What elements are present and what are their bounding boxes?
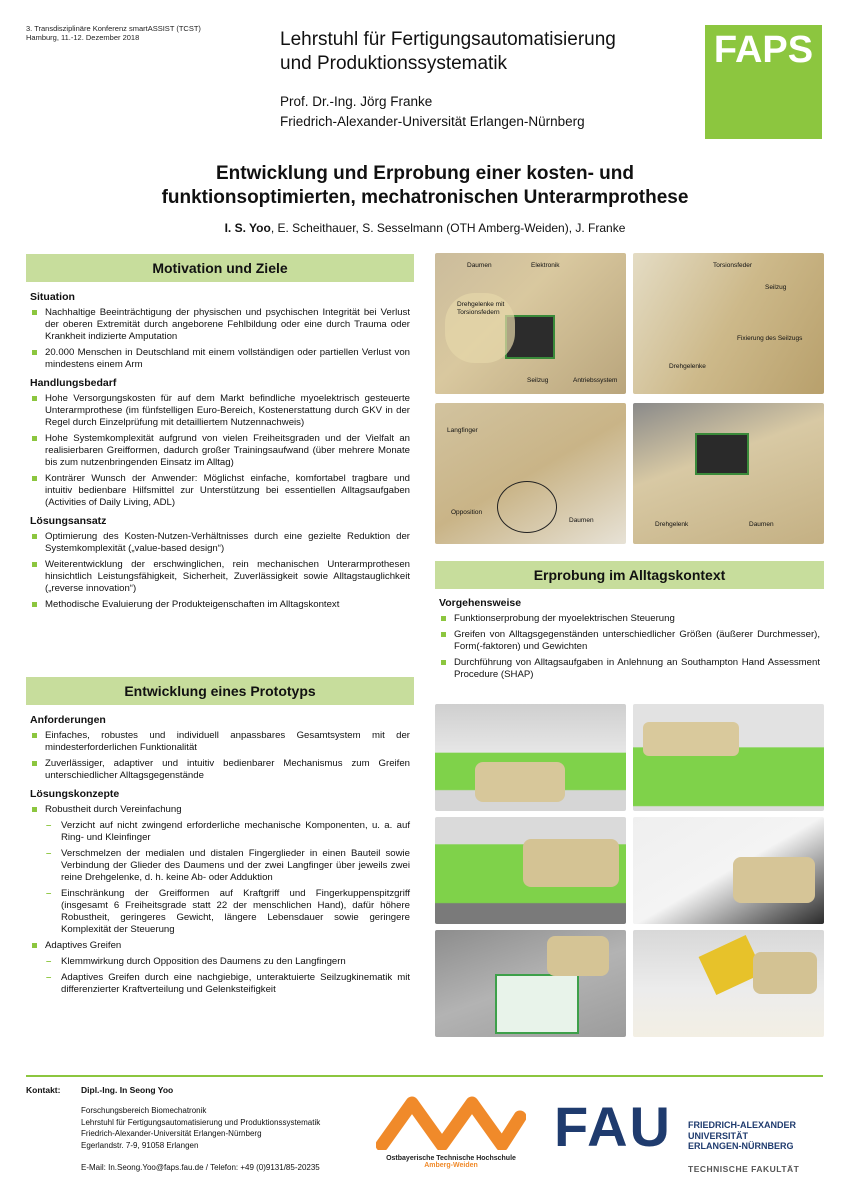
sub-list-item: – Klemmwirkung durch Opposition des Daumens zu den Langfingern <box>30 956 410 968</box>
fau-name-line: FRIEDRICH-ALEXANDER <box>688 1120 796 1130</box>
label-seilzug-2: Seilzug <box>765 284 787 291</box>
professor-name: Prof. Dr.-Ing. Jörg Franke <box>280 94 433 109</box>
oth-location: Amberg-Weiden <box>424 1162 478 1169</box>
list-item: Durchführung von Alltagsaufgaben in Anlehnung an Southampton Hand Assessment Procedure (SHAP) <box>439 657 820 681</box>
label-fixierung: Fixierung des Seilzugs <box>737 335 803 342</box>
label-torsionsfeder: Torsionsfeder <box>713 262 753 269</box>
contact-line: Forschungsbereich Biomechatronik <box>81 1106 207 1115</box>
sub-list-item: – Einschränkung der Greifformen auf Kraftgriff und Fingerkuppenspitzgriff (insgesamt 6 Freiheitsgrade statt 22 der menschlichen Hand), dafür höhere Robustheit, geringeres Gewicht, längere Lebensdauer sowie geringere Komplexität der Steuerung <box>30 888 410 936</box>
subheading-handlungsbedarf: Handlungsbedarf <box>30 377 117 389</box>
list-item: Hohe Versorgungskosten für auf dem Markt befindliche myoelektrisch gesteuerte Unterarmprothese (im fünfstelligen Euro-Bereich, Kostenerstattung durch GKV in der Regel durch Einzelprüfung mit detailliertem Nutzennachweis) <box>30 393 410 429</box>
photo-prosthesis-opposition <box>435 403 626 544</box>
left-column <box>26 254 414 615</box>
sub-list-item: – Adaptives Greifen durch eine nachgiebige, unteraktuierte Seilzugkinematik mit differenzierter Kraftverteilung und Gelenksteifigkeit <box>30 972 410 996</box>
list-item: Robustheit durch Vereinfachung <box>30 804 410 816</box>
conference-info <box>26 24 201 42</box>
contact-address <box>81 1105 320 1151</box>
label-elektronik: Elektronik <box>531 262 560 269</box>
photo-test-pen <box>633 704 824 811</box>
photo-test-pouring <box>633 930 824 1037</box>
list-item: Konträrer Wunsch der Anwender: Möglichst einfache, komfortabel tragbare und intuitiv bedienbare Hilfsmittel zur Unterstützung bei essentiellen Alltagsaufgaben (Activities of Daily Living, ADL) <box>30 473 410 509</box>
fau-name-line: ERLANGEN-NÜRNBERG <box>688 1141 794 1151</box>
subheading-loesungskonzepte: Lösungskonzepte <box>30 788 120 800</box>
subheading-loesungsansatz: Lösungsansatz <box>30 515 107 527</box>
list-item: Nachhaltige Beeinträchtigung der physischen und psychischen Integrität bei Verlust der oberen Extremität durch angeborene Fehlbildung oder eine durch Trauma oder Krankheit indizierte Amputation <box>30 307 410 343</box>
subheading-vorgehensweise: Vorgehensweise <box>439 597 522 609</box>
label-daumen-2: Daumen <box>569 517 594 524</box>
photo-test-tissues <box>435 930 626 1037</box>
label-langfinger: Langfinger <box>447 427 478 434</box>
first-author: I. S. Yoo <box>224 221 271 235</box>
subheading-anforderungen: Anforderungen <box>30 714 106 726</box>
photo-prosthesis-side-view <box>633 403 824 544</box>
label-opposition: Opposition <box>451 509 483 516</box>
fau-faculty: TECHNISCHE FAKULTÄT <box>688 1164 800 1174</box>
prosthesis-shape <box>643 722 739 756</box>
faps-logo <box>705 25 822 139</box>
list-item: Optimierung des Kosten-Nutzen-Verhältnisses durch eine gezielte Reduktion der Systemkomplexität („value-based design“) <box>30 531 410 555</box>
loesung-list <box>30 531 410 611</box>
photo-prosthesis-top-view <box>435 253 626 394</box>
university-name: Friedrich-Alexander-Universität Erlangen-Nürnberg <box>280 114 585 129</box>
professor-block <box>280 92 585 132</box>
label-drehgelenke-2: Drehgelenke <box>669 363 706 370</box>
sub-list-item: – Verschmelzen der medialen und distalen Fingerglieder in einen Bauteil sowie Verbindung der Glieder des Daumens und der zwei Langfinger über jeweils zwei reine Drehgelenke, d. h. keine Ab- oder Adduktion <box>30 848 410 884</box>
prosthesis-shape <box>547 936 609 976</box>
contact-email-link[interactable]: E-Mail: In.Seong.Yoo@faps.fau.de / Telefon: +49 (0)9131/85-20235 <box>81 1163 320 1172</box>
list-item: Einfaches, robustes und individuell anpassbares Gesamtsystem mit der mindesterforderlichen Funktionalität <box>30 730 410 754</box>
title-line-1: Entwicklung und Erprobung einer kosten- und <box>216 163 634 184</box>
contact-label: Kontakt: <box>26 1085 61 1095</box>
prosthesis-shape <box>733 857 815 903</box>
label-torsionsfedern: Torsionsfedern <box>457 309 500 316</box>
chair-line-1: Lehrstuhl für Fertigungsautomatisierung <box>280 29 616 50</box>
list-item: Funktionserprobung der myoelektrischen Steuerung <box>439 613 820 625</box>
prosthesis-shape <box>475 762 565 802</box>
list-item: Greifen von Alltagsgegenständen unterschiedlicher Größen (äußerer Durchmesser), Form(-faktoren) und Gewichten <box>439 629 820 653</box>
fau-name <box>688 1120 796 1152</box>
footer-divider <box>26 1075 823 1077</box>
conference-name: 3. Transdisziplinäre Konferenz smartASSIST (TCST) <box>26 24 201 33</box>
fau-logo: FAU <box>554 1095 672 1158</box>
prosthesis-shape <box>753 952 817 994</box>
photo-test-notebook <box>633 817 824 924</box>
konzepte-list <box>30 804 410 996</box>
list-item: Adaptives Greifen <box>30 940 410 952</box>
prosthesis-shape <box>523 839 619 887</box>
title-line-2: funktionsoptimierten, mechatronischen Unterarmprothese <box>161 187 689 208</box>
erprobung-list <box>439 613 820 681</box>
label-daumen: Daumen <box>467 262 492 269</box>
list-item: Zuverlässiger, adaptiver und intuitiv bedienbarer Mechanismus zum Greifen unterschiedlicher Alltagsgegenstände <box>30 758 410 782</box>
label-drehgelenke: Drehgelenke mit <box>457 301 505 308</box>
photo-prosthesis-fingers <box>633 253 824 394</box>
electronics-board-2 <box>695 433 749 475</box>
oth-logo-icon <box>376 1095 526 1150</box>
tissue-box <box>495 974 579 1034</box>
label-drehgelenk: Drehgelenk <box>655 521 689 528</box>
conference-date: Hamburg, 11.-12. Dezember 2018 <box>26 33 140 42</box>
handlung-list <box>30 393 410 509</box>
list-item: Methodische Evaluierung der Produkteigenschaften im Alltagskontext <box>30 599 410 611</box>
photo-test-can <box>435 704 626 811</box>
opposition-circle <box>497 481 557 533</box>
chair-line-2: und Produktionssystematik <box>280 53 508 74</box>
sub-list-item: – Verzicht auf nicht zwingend erforderliche mechanische Komponenten, u. a. auf Ring- und Kleinfinger <box>30 820 410 844</box>
section-heading-prototyp: Entwicklung eines Prototyps <box>26 677 414 705</box>
contact-line: Egerlandstr. 7-9, 91058 Erlangen <box>81 1140 199 1150</box>
label-seilzug: Seilzug <box>527 377 549 384</box>
erprobung-column <box>435 561 824 685</box>
label-daumen-3: Daumen <box>749 521 774 528</box>
photo-test-writing <box>435 817 626 924</box>
label-antriebssystem: Antriebssystem <box>573 377 618 384</box>
list-item: 20.000 Menschen in Deutschland mit einem vollständigen oder partiellen Verlust von mindestens einem Arm <box>30 347 410 371</box>
chair-name <box>280 28 616 76</box>
section-heading-erprobung: Erprobung im Alltagskontext <box>435 561 824 589</box>
oth-logo <box>376 1095 526 1180</box>
anforderungen-list <box>30 730 410 782</box>
situation-list <box>30 307 410 371</box>
contact-line: Friedrich-Alexander-Universität Erlangen-Nürnberg <box>81 1129 262 1138</box>
contact-name: Dipl.-Ing. In Seong Yoo <box>81 1085 174 1095</box>
poster-title <box>60 162 790 210</box>
oth-name: Ostbayerische Technische Hochschule <box>386 1155 516 1162</box>
contact-line: Lehrstuhl für Fertigungsautomatisierung und Produktionssystematik <box>81 1117 321 1127</box>
prototype-column <box>26 677 414 1000</box>
authors <box>60 221 790 235</box>
section-heading-motivation: Motivation und Ziele <box>26 254 414 282</box>
co-authors: , E. Scheithauer, S. Sesselmann (OTH Amberg-Weiden), J. Franke <box>270 221 626 235</box>
fau-name-line: UNIVERSITÄT <box>688 1130 749 1141</box>
faps-logo-text: FAPS <box>713 29 814 71</box>
list-item: Weiterentwicklung der erschwinglichen, rein mechanischen Unterarmprothesen hinsichtlich Leistungsfähigkeit, Sicherheit, Zuverlässigkeit sowie Alltagstauglichkeit („reverse innovation“) <box>30 559 410 595</box>
list-item: Hohe Systemkomplexität aufgrund von vielen Freiheitsgraden und der Vielfalt an realisierbaren Greifformen, dadurch großer Trainingsaufwand (über mehrere Monate bis zum nutzenbringenden Einsatz im Alltag) <box>30 433 410 469</box>
subheading-situation: Situation <box>30 291 75 303</box>
